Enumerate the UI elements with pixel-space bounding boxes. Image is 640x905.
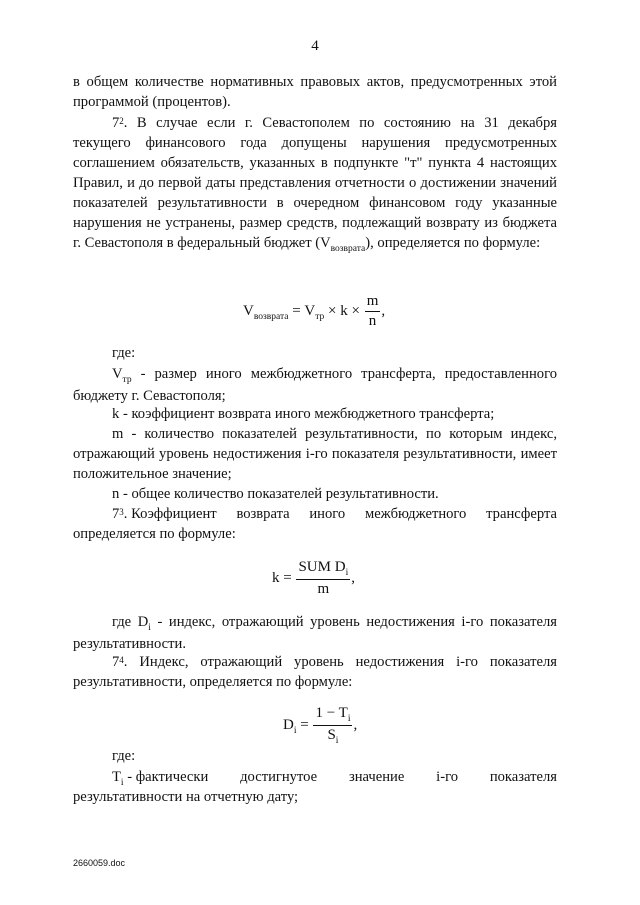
formula-di: $D_i$ = $\frac{1 - T_i}{S_i}$ , <box>283 705 358 746</box>
definition-n: n - общее количество показателей результативности. <box>112 486 439 502</box>
paragraph-7-3-line1: $7^3$. Коэффициент возврата иного межбюджетного трансферта <box>112 506 557 522</box>
paragraph-continuation: в общем количестве нормативных правовых актов, предусмотренных этой программой (процентов). <box>73 74 557 110</box>
definition-k: k - коэффициент возврата иного межбюджетного трансферта; <box>112 406 495 422</box>
paragraph-7-2: $7^2$. В случае если г. Севастополем по состоянию на 31 декабря текущего финансового года допущены нарушения предусмотренных соглашением обязательств, указанных в подпункте "т" пункта 4 настоящих Правил, и до первой даты представления отчетности о достижении значений показателей результативности в очередном финансовом году указанные нарушения не устранены, размер средств, подлежащий возврату из бюджета г. Севастополя в федеральный бюджет $(V_{возврата})$, определяется по формуле: <box>73 115 557 254</box>
document-footer-filename: 2660059.doc <box>73 858 126 868</box>
definition-ti-line2: результативности на отчетную дату; <box>73 789 299 805</box>
where-label-2: где: <box>112 748 136 764</box>
paragraph-7-4: $7^4$. Индекс, отражающий уровень недостижения i-го показателя результативности, определяется по формуле: <box>73 654 557 690</box>
definition-di: где $D_i$ - индекс, отражающий уровень недостижения i-го показателя результативности. <box>73 614 557 652</box>
formula-k: k = $\frac{SUM D_i}{m}$ , <box>272 559 355 597</box>
definition-ti-line1: $T_i$ - фактически достигнутое значение i-го показателя <box>112 769 557 788</box>
page-number: 4 <box>311 38 319 54</box>
definition-vtr: $V_{тр}$ - размер иного межбюджетного трансферта, предоставленного бюджету г. Севастополя; <box>73 366 557 404</box>
where-label-1: где: <box>112 345 136 361</box>
paragraph-7-3-line2: определяется по формуле: <box>73 526 236 542</box>
formula-v-return: $V_{возврата} = V_{тр} \times k$ × $\frac{m}{n}$ , <box>243 293 386 329</box>
definition-m: m - количество показателей результативности, по которым индекс, отражающий уровень недостижения i-го показателя результативности, имеет положительное значение; <box>73 426 557 482</box>
